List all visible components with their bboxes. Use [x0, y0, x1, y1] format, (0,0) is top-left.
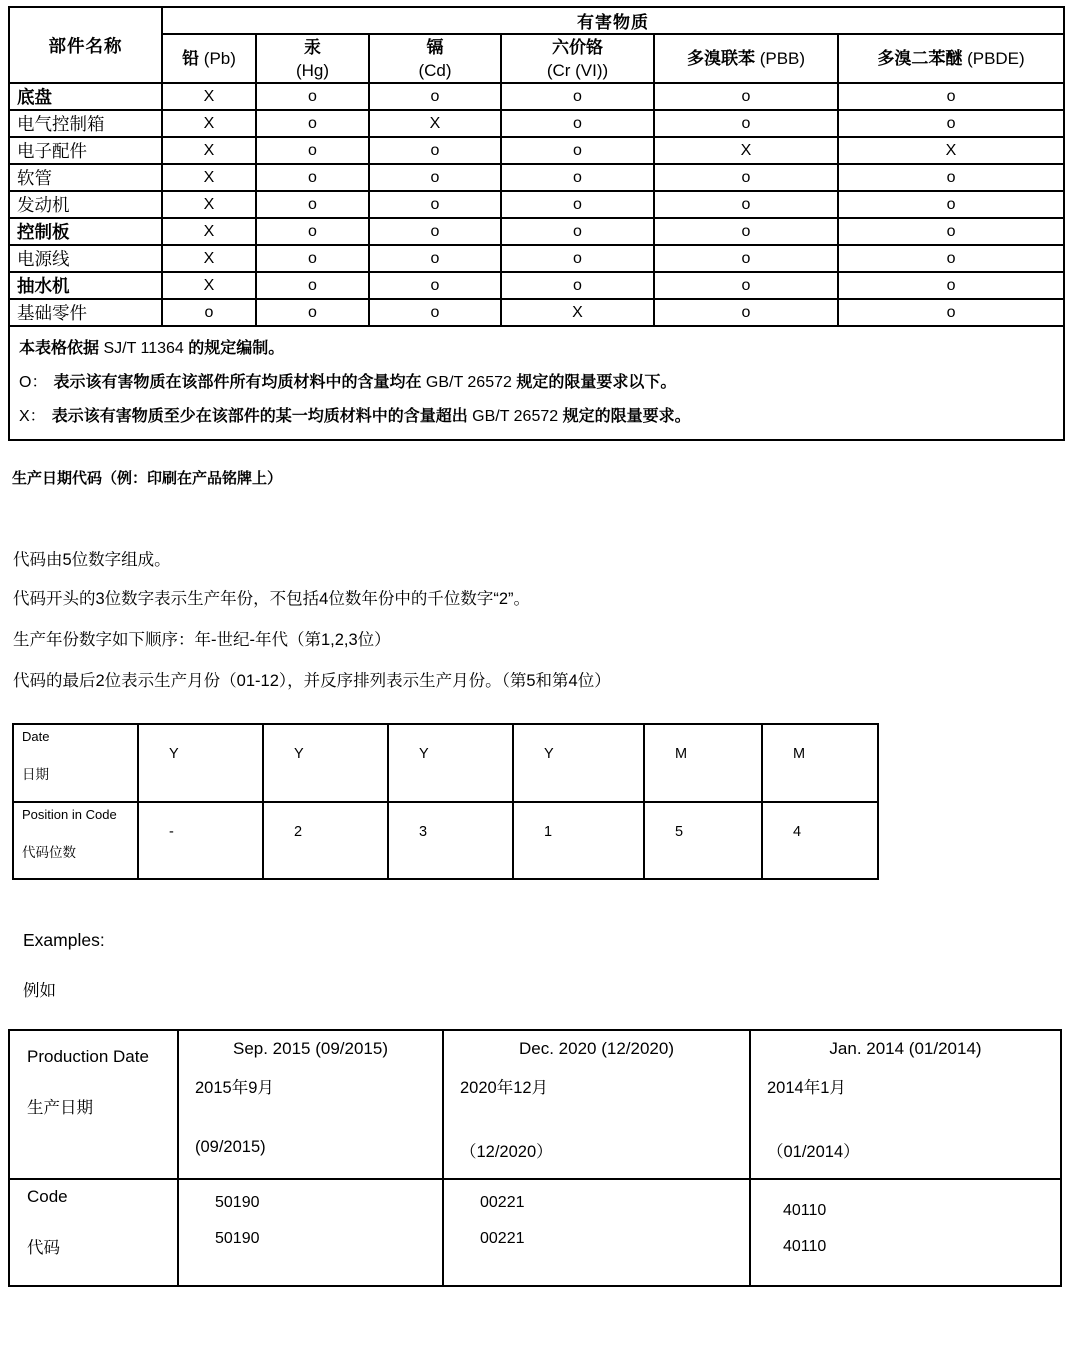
table-row-chassis	[9, 83, 1064, 110]
note-text-segment: 的规定编制。	[188, 340, 285, 357]
substance-value-cell: o	[838, 110, 1064, 137]
example-code-value: 00221	[480, 1230, 525, 1247]
substance-value-cell: o	[501, 218, 654, 245]
note-prefix: O：	[19, 374, 48, 391]
substance-value-cell: o	[838, 191, 1064, 218]
column-header-cadmium	[369, 34, 501, 83]
component-name-cell: 发动机	[9, 191, 162, 218]
example-code-value: 40110	[783, 1238, 827, 1255]
substance-value-cell: o	[654, 245, 838, 272]
note-text-segment: 表示该有害物质至少在该部件的某一均质材料中的含量超出	[51, 408, 468, 425]
position-row-label-zh: 代码位数	[22, 845, 76, 860]
column-header-hex-chromium-zh: 六价铬	[552, 37, 603, 57]
note-x-meaning	[19, 406, 1053, 427]
example-date-en: Jan. 2014 (01/2014)	[829, 1039, 982, 1058]
column-header-lead-zh: 铅	[182, 49, 200, 68]
substance-value-cell: o	[838, 299, 1064, 326]
example-date-zh: 2014年1月	[767, 1079, 846, 1097]
substance-value-cell: o	[256, 272, 369, 299]
example-date-sep-2015	[178, 1030, 443, 1179]
date-code-line-order: 生产年份数字如下顺序：年-世纪-年代（第1,2,3位）	[13, 631, 391, 649]
example-code-jan-2014	[750, 1179, 1061, 1286]
position-row	[13, 802, 878, 879]
substance-value-cell: o	[654, 110, 838, 137]
position-cell: 5	[644, 802, 762, 879]
code-label-en: Code	[27, 1187, 68, 1206]
note-text-segment: 规定的限量要求以下。	[516, 374, 677, 391]
substance-value-cell: o	[838, 272, 1064, 299]
component-name-cell: 基础零件	[9, 299, 162, 326]
column-header-pbde-en: (PBDE)	[967, 49, 1025, 68]
substance-value-cell: X	[162, 245, 256, 272]
substance-value-cell: o	[369, 245, 501, 272]
note-text-segment: GB/T 26572	[421, 374, 517, 391]
table-row-base-parts	[9, 299, 1064, 326]
date-row	[13, 724, 878, 802]
example-date-paren: （01/2014）	[767, 1143, 860, 1161]
substance-value-cell: X	[162, 110, 256, 137]
code-label-zh: 代码	[27, 1239, 60, 1257]
substance-value-cell: o	[654, 272, 838, 299]
substance-value-cell: X	[654, 137, 838, 164]
code-row	[9, 1179, 1061, 1286]
substance-value-cell: o	[369, 191, 501, 218]
column-header-pbb	[654, 34, 838, 83]
example-date-jan-2014	[750, 1030, 1061, 1179]
substance-value-cell: o	[838, 164, 1064, 191]
examples-table	[8, 1029, 1062, 1287]
note-prefix: X：	[19, 408, 46, 425]
component-name-cell: 软管	[9, 164, 162, 191]
hazardous-substances-table	[8, 6, 1065, 441]
production-date-label-zh: 生产日期	[27, 1099, 93, 1117]
position-cell: 1	[513, 802, 644, 879]
production-date-row	[9, 1030, 1061, 1179]
substance-value-cell: o	[369, 299, 501, 326]
substance-value-cell: o	[369, 137, 501, 164]
date-cell: Y	[513, 724, 644, 802]
date-position-table	[12, 723, 879, 880]
position-cell: 2	[263, 802, 388, 879]
substance-value-cell: o	[369, 218, 501, 245]
substance-value-cell: o	[838, 83, 1064, 110]
substance-value-cell: o	[256, 218, 369, 245]
substance-value-cell: X	[162, 272, 256, 299]
substance-value-cell: o	[256, 245, 369, 272]
substance-value-cell: o	[256, 110, 369, 137]
position-cell: 4	[762, 802, 878, 879]
table-row-water-pump	[9, 272, 1064, 299]
table-row-electronic-parts	[9, 137, 1064, 164]
date-code-heading: 生产日期代码（例：印刷在产品铭牌上）	[12, 470, 283, 487]
substance-value-cell: o	[256, 137, 369, 164]
example-code-value: 40110	[783, 1202, 827, 1219]
example-date-en: Dec. 2020 (12/2020)	[519, 1039, 674, 1058]
substance-value-cell: o	[838, 245, 1064, 272]
substance-value-cell: X	[162, 137, 256, 164]
substance-value-cell: X	[838, 137, 1064, 164]
table-row-hose	[9, 164, 1064, 191]
substance-value-cell: X	[162, 218, 256, 245]
date-code-line-digits: 代码由5位数字组成。	[13, 551, 171, 569]
substance-value-cell: o	[501, 191, 654, 218]
column-header-cadmium-en: (Cd)	[418, 60, 452, 80]
substance-value-cell: o	[369, 272, 501, 299]
substance-value-cell: o	[501, 83, 654, 110]
component-name-cell: 控制板	[9, 218, 162, 245]
note-text-segment: 规定的限量要求。	[562, 408, 691, 425]
column-header-mercury-en: (Hg)	[295, 60, 330, 80]
date-code-line-year: 代码开头的3位数字表示生产年份，不包括4位数年份中的千位数字“2”。	[13, 590, 531, 608]
column-header-pbde	[838, 34, 1064, 83]
substance-value-cell: o	[162, 299, 256, 326]
substance-value-cell: o	[838, 218, 1064, 245]
substance-value-cell: o	[256, 83, 369, 110]
code-row-label	[9, 1179, 178, 1286]
example-code-value: 00221	[480, 1194, 525, 1211]
component-name-cell: 抽水机	[9, 272, 162, 299]
date-row-label-zh: 日期	[22, 767, 49, 782]
substance-value-cell: o	[501, 245, 654, 272]
substance-value-cell: o	[654, 299, 838, 326]
substance-value-cell: o	[654, 218, 838, 245]
substance-value-cell: o	[501, 137, 654, 164]
substance-value-cell: o	[256, 299, 369, 326]
production-date-label-en: Production Date	[27, 1047, 149, 1066]
table-notes-row	[9, 326, 1064, 440]
example-date-zh: 2020年12月	[460, 1079, 549, 1097]
example-date-zh: 2015年9月	[195, 1079, 274, 1097]
note-text-segment: 本表格依据	[19, 340, 100, 357]
date-row-label-en: Date	[22, 729, 50, 744]
date-cell: Y	[138, 724, 263, 802]
component-name-cell: 电源线	[9, 245, 162, 272]
column-header-mercury-zh: 汞	[304, 37, 321, 57]
note-text-segment: 表示该有害物质在该部件所有均质材料中的含量均在	[53, 374, 422, 391]
date-cell: M	[762, 724, 878, 802]
column-header-pbde-zh: 多溴二苯醚	[877, 49, 963, 68]
header-row-group	[9, 7, 1064, 34]
position-cell: -	[138, 802, 263, 879]
header-row-substances	[9, 34, 1064, 83]
substance-value-cell: o	[654, 164, 838, 191]
date-cell: Y	[388, 724, 513, 802]
date-code-line-month: 代码的最后2位表示生产月份（01-12），并反序排列表示生产月份。（第5和第4位）	[13, 672, 611, 690]
substance-value-cell: o	[369, 83, 501, 110]
example-date-paren: (09/2015)	[195, 1138, 266, 1156]
substance-value-cell: o	[256, 164, 369, 191]
column-header-hex-chromium-en: (Cr (VI))	[546, 60, 609, 80]
column-header-pbb-en: (PBB)	[759, 49, 806, 68]
column-header-lead	[162, 34, 256, 83]
substance-value-cell: o	[501, 164, 654, 191]
date-cell: Y	[263, 724, 388, 802]
example-code-value: 50190	[215, 1230, 260, 1247]
column-header-cadmium-zh: 镉	[426, 37, 444, 57]
substance-value-cell: o	[501, 110, 654, 137]
hazardous-substances-group-header: 有害物质	[162, 7, 1064, 34]
substance-value-cell: X	[162, 83, 256, 110]
column-header-mercury	[256, 34, 369, 83]
position-row-label-en: Position in Code	[22, 807, 117, 822]
position-row-label	[13, 802, 138, 879]
substance-value-cell: X	[501, 299, 654, 326]
position-cell: 3	[388, 802, 513, 879]
substance-value-cell: o	[256, 191, 369, 218]
component-name-cell: 底盘	[9, 83, 162, 110]
examples-label-en: Examples:	[23, 930, 105, 950]
substance-value-cell: o	[654, 191, 838, 218]
substance-value-cell: X	[369, 110, 501, 137]
table-notes-cell	[9, 326, 1064, 440]
example-code-value: 50190	[215, 1194, 260, 1211]
column-header-lead-en: (Pb)	[203, 49, 236, 68]
note-text-segment: GB/T 26572	[467, 408, 563, 425]
example-date-en: Sep. 2015 (09/2015)	[232, 1039, 388, 1058]
note-basis	[19, 338, 1053, 359]
table-row-control-panel	[9, 218, 1064, 245]
substance-value-cell: o	[369, 164, 501, 191]
substance-value-cell: o	[501, 272, 654, 299]
example-code-sep-2015	[178, 1179, 443, 1286]
date-cell: M	[644, 724, 762, 802]
table-row-electric-control-box	[9, 110, 1064, 137]
component-name-cell: 电气控制箱	[9, 110, 162, 137]
example-date-dec-2020	[443, 1030, 750, 1179]
substance-value-cell: X	[162, 164, 256, 191]
date-row-label	[13, 724, 138, 802]
note-text-segment: SJ/T 11364	[99, 340, 189, 357]
example-code-dec-2020	[443, 1179, 750, 1286]
column-header-hex-chromium	[501, 34, 654, 83]
substance-value-cell: X	[162, 191, 256, 218]
component-name-cell: 电子配件	[9, 137, 162, 164]
examples-label-zh: 例如	[23, 982, 56, 1000]
example-date-paren: （12/2020）	[460, 1143, 553, 1161]
column-header-pbb-zh: 多溴联苯	[686, 49, 755, 68]
substance-value-cell: o	[654, 83, 838, 110]
note-o-meaning	[19, 372, 1053, 393]
table-row-power-cord	[9, 245, 1064, 272]
production-date-row-label	[9, 1030, 178, 1179]
component-name-header: 部件名称	[9, 7, 162, 83]
table-row-engine	[9, 191, 1064, 218]
